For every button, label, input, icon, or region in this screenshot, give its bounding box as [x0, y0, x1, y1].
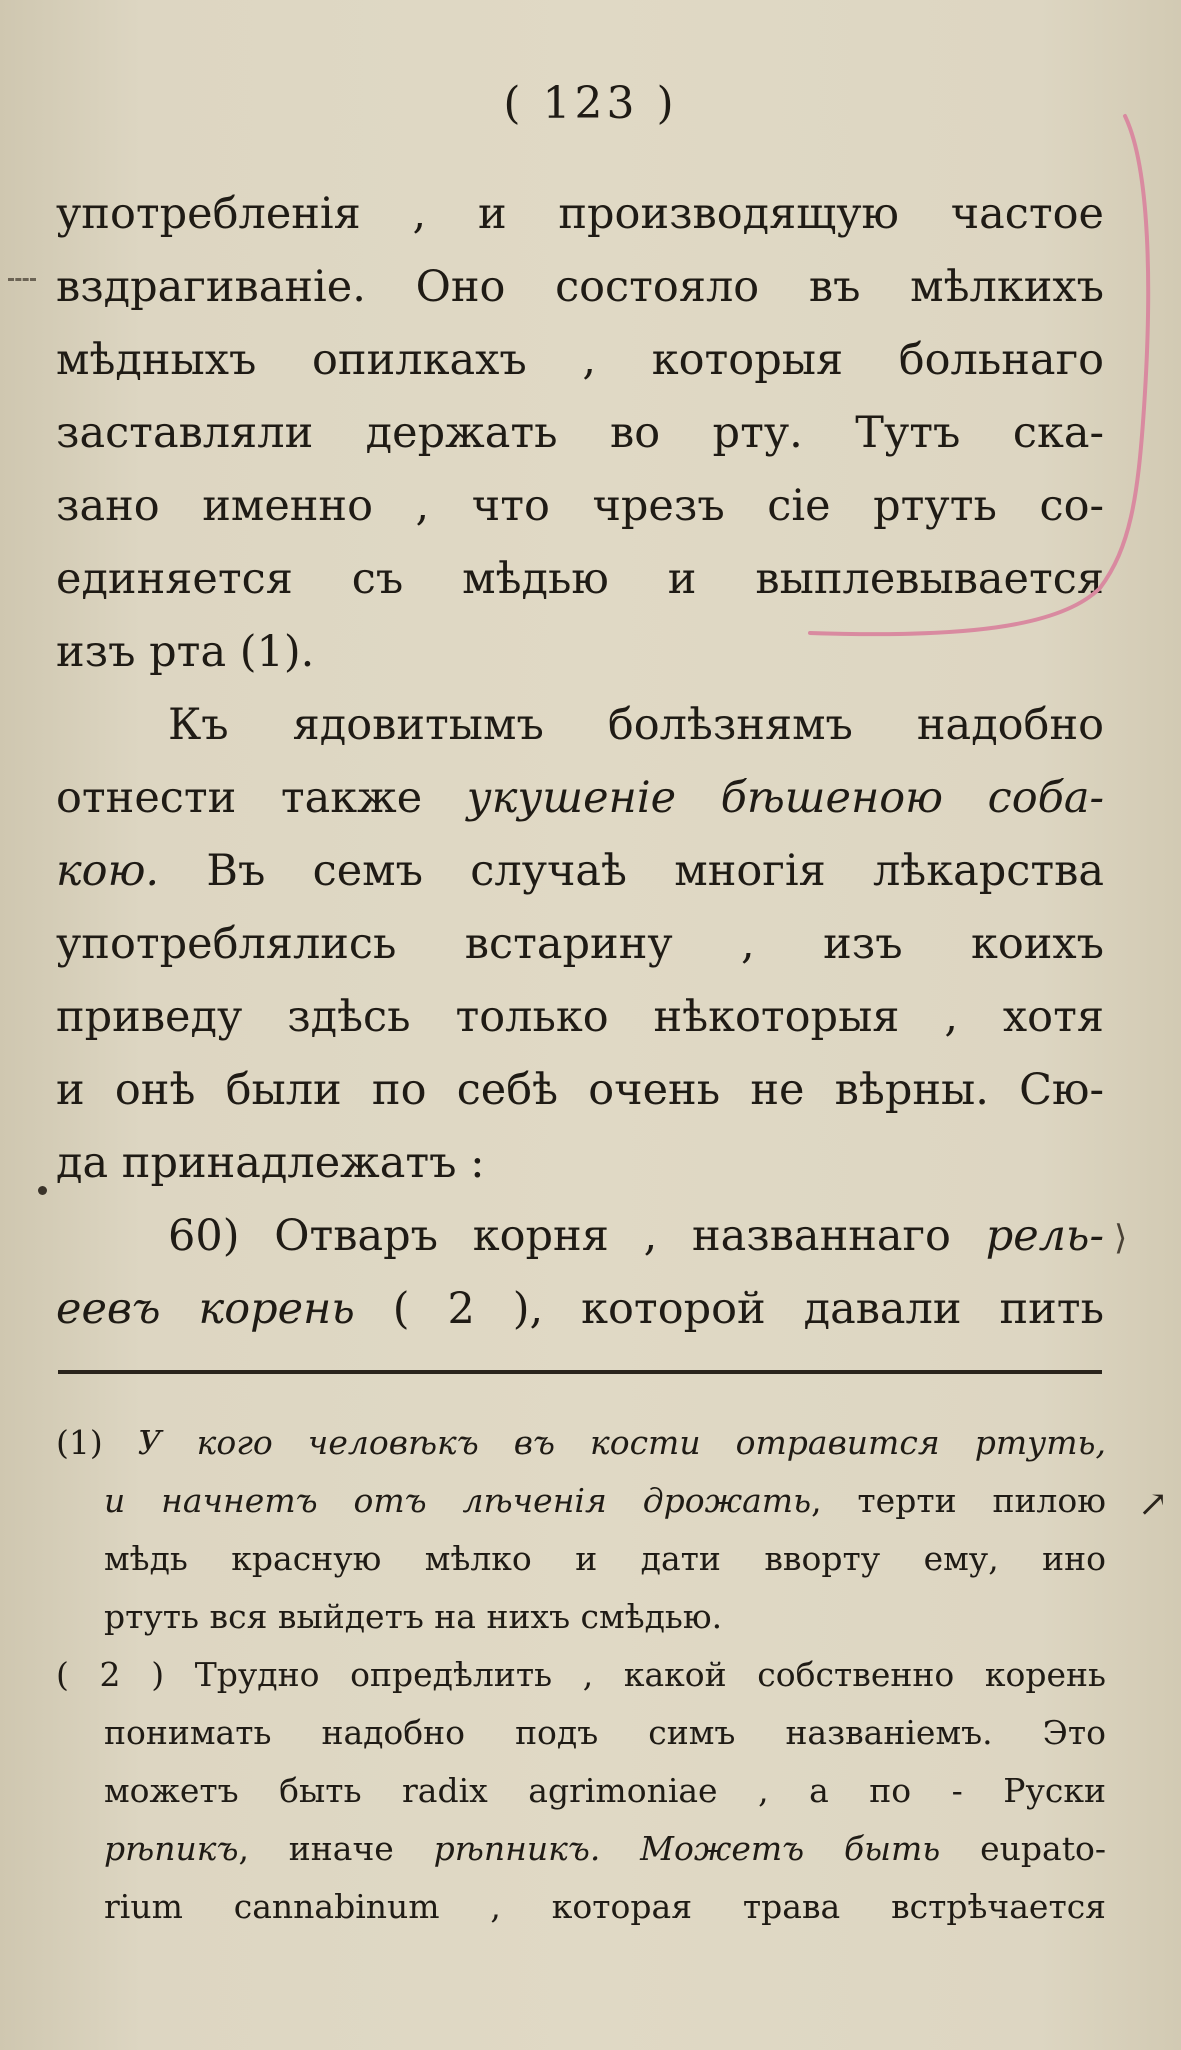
- footnote-rule: [58, 1370, 1102, 1374]
- footnote-quote: и начнетъ отъ лѣченія дрожать: [104, 1481, 812, 1520]
- text-line-3: мѣдныхъ опилкахъ , которыя больнаго: [56, 335, 1104, 385]
- page-number: ( 123 ): [503, 78, 678, 129]
- text-line-15: [56, 1200, 1104, 1273]
- text-line-10: [56, 835, 1104, 908]
- text-segment: ( 2 ), которой давали пить: [354, 1284, 1104, 1334]
- text-segment: 60) Отваръ корня , названнаго: [168, 1211, 986, 1261]
- footnote-2-line-3: можетъ быть radix agrimoniae , а по - Руски: [104, 1771, 1106, 1810]
- text-line-1: употребленія , и производящую частое: [56, 189, 1104, 239]
- text-line-8: Къ ядовитымъ болѣзнямъ надобно: [168, 700, 1104, 750]
- italic-word: рѣпникъ.: [433, 1829, 601, 1868]
- italic-phrase: укушеніе бѣшеною соба-: [466, 773, 1104, 823]
- footnote-quote: У кого человѣкъ въ кости отравится ртуть,: [137, 1423, 1107, 1462]
- text-line-9: [56, 762, 1104, 835]
- text-line-2: вздрагиваніе. Оно состояло въ мѣлкихъ: [56, 262, 1104, 312]
- margin-tick-mark: ⟩: [1114, 1218, 1128, 1258]
- footnote-text: , иначе: [238, 1829, 434, 1868]
- text-segment: Въ семъ случаѣ многія лѣкарства: [159, 846, 1104, 896]
- italic-word: рѣпикъ: [104, 1829, 239, 1868]
- text-line-11: употреблялись встарину , изъ коихъ: [56, 919, 1104, 969]
- margin-dash-mark: [8, 278, 36, 287]
- footnote-marker: (1): [56, 1423, 138, 1462]
- text-line-16: [56, 1273, 1104, 1346]
- text-line-13: и онѣ были по себѣ очень не вѣрны. Сю-: [56, 1065, 1104, 1115]
- text-line-7: изъ рта (1).: [56, 627, 315, 677]
- text-line-5: зано именно , что чрезъ сіе ртуть со-: [56, 481, 1104, 531]
- text-line-14: да принадлежатъ :: [56, 1138, 485, 1188]
- footnote-text: eupato-: [940, 1829, 1106, 1868]
- italic-phrase: рель-: [985, 1211, 1104, 1261]
- footnote-1-line-2: [56, 1472, 1106, 1530]
- main-text-block: [56, 178, 1104, 1346]
- text-line-6: единяется съ мѣдью и выплевывается: [56, 554, 1104, 604]
- text-line-12: приведу здѣсь только нѣкоторыя , хотя: [56, 992, 1104, 1042]
- text-segment: отнести также: [56, 773, 467, 823]
- footnote-2-line-1: ( 2 ) Трудно опредѣлить , какой собственно корень: [56, 1655, 1106, 1694]
- footnotes: [56, 1414, 1106, 1936]
- footnote-1-line-4: ртуть вся выйдетъ на нихъ смѣдью.: [104, 1597, 723, 1636]
- margin-arrow-mark: ↗: [1138, 1484, 1169, 1525]
- ink-dot: [38, 1186, 47, 1195]
- italic-phrase: кою.: [56, 846, 160, 896]
- footnote-1-line-3: мѣдь красную мѣлко и дати вворту ему, ино: [104, 1539, 1106, 1578]
- text-line-4: заставляли держать во рту. Тутъ ска-: [56, 408, 1104, 458]
- italic-phrase: Можетъ быть: [600, 1829, 941, 1868]
- footnote-2-line-4: [56, 1820, 1106, 1878]
- footnote-2-line-2: понимать надобно подъ симъ названіемъ. Это: [104, 1713, 1106, 1752]
- footnote-text: , терти пилою: [811, 1481, 1106, 1520]
- footnote-2-line-5: rium cannabinum , которая трава встрѣчается: [104, 1887, 1106, 1926]
- italic-phrase: еевъ корень: [56, 1284, 355, 1334]
- footnote-1-line-1: [56, 1414, 1106, 1472]
